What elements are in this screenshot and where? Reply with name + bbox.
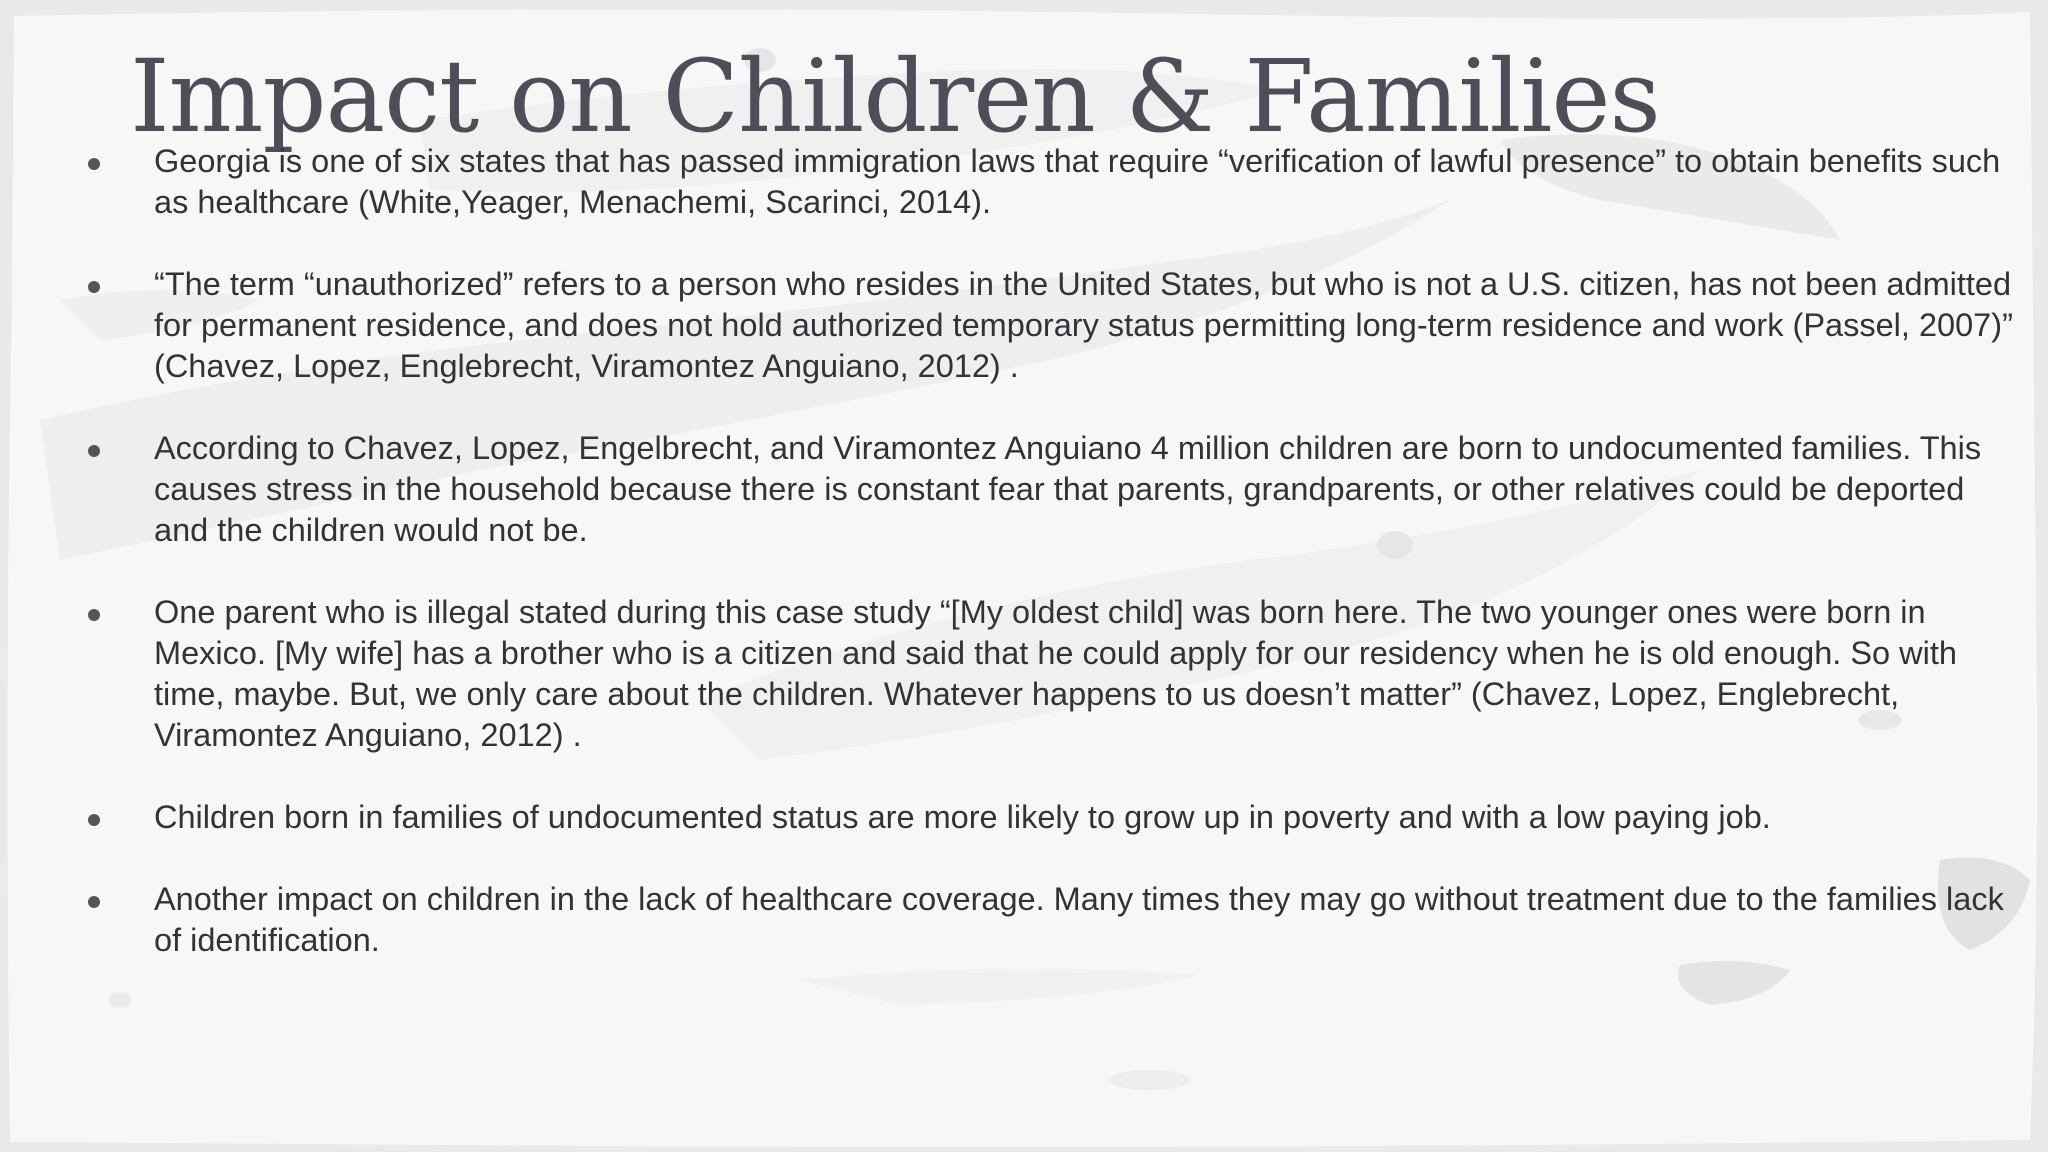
bullet-item-household-stress — [86, 428, 2016, 551]
bullet-text: Georgia is one of six states that has passed immigration laws that require “verification of lawful presence” to obtain benefits such as healthcare (White,Yeager, Menachemi, Scarinci, 2014). — [154, 143, 2001, 220]
bullet-list — [86, 141, 2016, 1002]
bullet-text: “The term “unauthorized” refers to a person who resides in the United States, but who is not a U.S. citizen, has not been admitted for permanent residence, and does not hold authorized temporary status permitting long-term residence and work (Passel, 2007)” (Chavez, Lopez, Englebrecht, Viramontez Anguiano, 2012) . — [154, 266, 2013, 384]
bullet-dot-icon — [88, 896, 100, 908]
bullet-dot-icon — [88, 158, 100, 170]
bullet-dot-icon — [88, 609, 100, 621]
bullet-item-poverty — [86, 797, 2016, 838]
bullet-item-parent-quote — [86, 592, 2016, 756]
bullet-dot-icon — [88, 281, 100, 293]
bullet-text: Children born in families of undocumented status are more likely to grow up in poverty and with a low paying job. — [154, 799, 1771, 835]
bullet-text: According to Chavez, Lopez, Engelbrecht, and Viramontez Anguiano 4 million children are born to undocumented families. This causes stress in the household because there is constant fear that parents, grandparents, or other relatives could be deported and the children would not be. — [154, 430, 1982, 548]
bullet-dot-icon — [88, 814, 100, 826]
bullet-item-georgia-law — [86, 141, 2016, 223]
bullet-item-unauthorized-definition — [86, 264, 2016, 387]
bullet-text: One parent who is illegal stated during this case study “[My oldest child] was born here. The two younger ones were born in Mexico. [My wife] has a brother who is a citizen and said that he could apply for our residency when he is old enough. So with time, maybe. But, we only care about the children. Whatever happens to us doesn’t matter” (Chavez, Lopez, Englebrecht, Viramontez Anguiano, 2012) . — [154, 594, 1957, 753]
bullet-item-healthcare — [86, 879, 2016, 961]
slide-title: Impact on Children & Families — [130, 38, 1660, 155]
bullet-dot-icon — [88, 445, 100, 457]
bullet-text: Another impact on children in the lack of healthcare coverage. Many times they may go without treatment due to the families lack of identification. — [154, 881, 2004, 958]
